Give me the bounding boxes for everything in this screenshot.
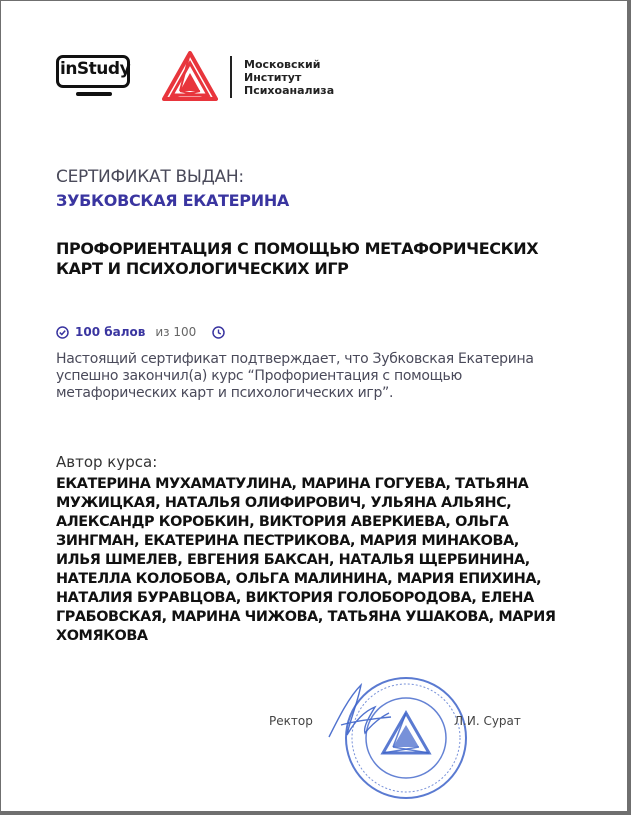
score-of: из 100 (155, 325, 197, 339)
header-logos (56, 51, 334, 103)
instudy-logo (56, 51, 134, 103)
issued-label: СЕРТИФИКАТ ВЫДАН: (56, 167, 244, 187)
check-circle-icon (56, 326, 69, 339)
instudy-logo-text: inStudy (60, 59, 131, 79)
monitor-stand-icon (76, 92, 112, 96)
score-value: 100 балов (75, 325, 146, 339)
rector-label: Ректор (269, 714, 313, 728)
institute-triangle-logo-icon (162, 51, 218, 103)
score-row (56, 325, 225, 339)
logo-divider (230, 56, 232, 98)
author-label: Автор курса: (56, 453, 158, 471)
institute-name: Московский Институт Психоанализа (244, 57, 335, 97)
course-title: ПРОФОРИЕНТАЦИЯ С ПОМОЩЬЮ МЕТАФОРИЧЕСКИХ КАРТ И ПСИХОЛОГИЧЕСКИХ ИГР (56, 239, 539, 278)
clock-icon (212, 326, 225, 339)
rector-name: Л.И. Сурат (454, 714, 521, 728)
signature-icon (319, 677, 409, 747)
authors-list: ЕКАТЕРИНА МУХАМАТУЛИНА, МАРИНА ГОГУЕВА, ТАТЬЯНА МУЖИЦКАЯ, НАТАЛЬЯ ОЛИФИРОВИЧ, УЛЬЯНА АЛЬЯНС, АЛЕКСАНДР КОРОБКИН, ВИКТОРИЯ АВЕРКИЕВА, ОЛЬГА ЗИНГМАН, ЕКАТЕРИНА ПЕСТРИКОВА, МАРИЯ МИНАКОВА, ИЛЬЯ ШМЕЛЕВ, ЕВГЕНИЯ БАКСАН, НАТАЛЬЯ ЩЕРБИНИНА, НАТЕЛЛА КОЛОБОВА, ОЛЬГА МАЛИНИНА, МАРИЯ ЕПИХИНА, НАТАЛИЯ БУРАВЦОВА, ВИКТОРИЯ ГОЛОБОРОДОВА, ЕЛЕНА ГРАБОВСКАЯ, МАРИНА ЧИЖОВА, ТАТЬЯНА УШАКОВА, МАРИЯ ХОМЯКОВА (56, 476, 556, 644)
recipient-name: ЗУБКОВСКАЯ ЕКАТЕРИНА (56, 191, 289, 210)
certificate-statement: Настоящий сертификат подтверждает, что Зубковская Екатерина успешно закончил(а) курс “Профориентация с помощью метафорических карт и психологических игр”. (56, 351, 534, 401)
